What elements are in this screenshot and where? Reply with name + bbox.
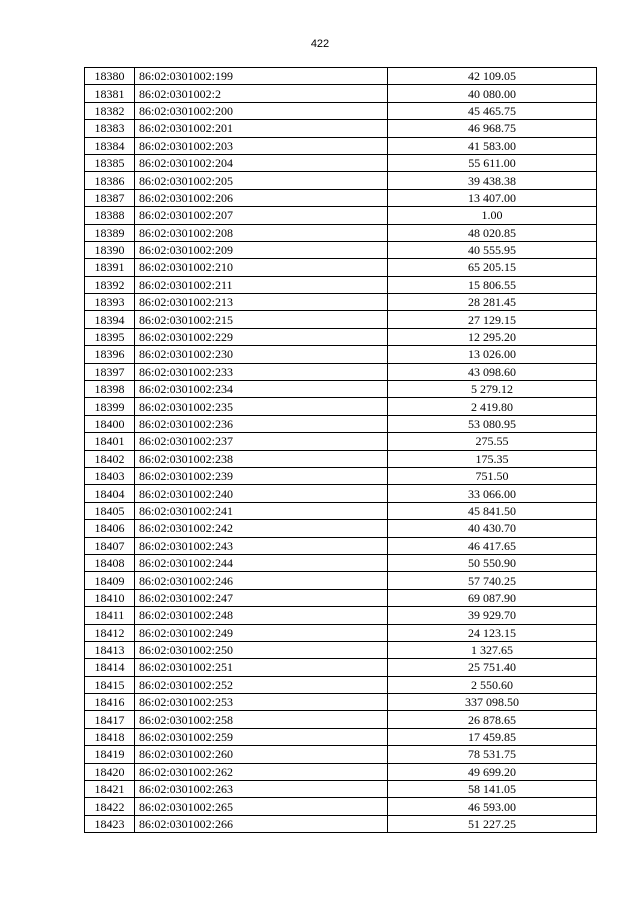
- area-cell: 1 327.65: [388, 641, 597, 658]
- cadastral-number-cell: 86:02:0301002:203: [135, 137, 388, 154]
- table-row: [85, 589, 597, 606]
- row-number-cell: 18412: [85, 624, 135, 641]
- table-row: [85, 676, 597, 693]
- area-cell: 2 550.60: [388, 676, 597, 693]
- area-cell: 50 550.90: [388, 554, 597, 571]
- area-cell: 25 751.40: [388, 659, 597, 676]
- cadastral-table: [84, 67, 597, 833]
- row-number-cell: 18387: [85, 189, 135, 206]
- row-number-cell: 18381: [85, 85, 135, 102]
- cadastral-number-cell: 86:02:0301002:262: [135, 763, 388, 780]
- table-row: [85, 659, 597, 676]
- table-row: [85, 207, 597, 224]
- row-number-cell: 18413: [85, 641, 135, 658]
- cadastral-number-cell: 86:02:0301002:251: [135, 659, 388, 676]
- table-row: [85, 294, 597, 311]
- cadastral-number-cell: 86:02:0301002:243: [135, 537, 388, 554]
- area-cell: 40 555.95: [388, 241, 597, 258]
- row-number-cell: 18392: [85, 276, 135, 293]
- cadastral-number-cell: 86:02:0301002:244: [135, 554, 388, 571]
- table-row: [85, 798, 597, 815]
- cadastral-number-cell: 86:02:0301002:230: [135, 346, 388, 363]
- row-number-cell: 18388: [85, 207, 135, 224]
- table-row: [85, 711, 597, 728]
- row-number-cell: 18411: [85, 607, 135, 624]
- row-number-cell: 18410: [85, 589, 135, 606]
- cadastral-number-cell: 86:02:0301002:235: [135, 398, 388, 415]
- cadastral-number-cell: 86:02:0301002:266: [135, 815, 388, 832]
- row-number-cell: 18408: [85, 554, 135, 571]
- area-cell: 57 740.25: [388, 572, 597, 589]
- row-number-cell: 18415: [85, 676, 135, 693]
- cadastral-number-cell: 86:02:0301002:234: [135, 381, 388, 398]
- area-cell: 13 026.00: [388, 346, 597, 363]
- area-cell: 45 841.50: [388, 502, 597, 519]
- table-row: [85, 328, 597, 345]
- page-number: 422: [310, 38, 330, 50]
- table-row: [85, 363, 597, 380]
- cadastral-number-cell: 86:02:0301002:209: [135, 241, 388, 258]
- area-cell: 39 929.70: [388, 607, 597, 624]
- area-cell: 24 123.15: [388, 624, 597, 641]
- table-row: [85, 85, 597, 102]
- table-row: [85, 467, 597, 484]
- table-row: [85, 68, 597, 85]
- cadastral-number-cell: 86:02:0301002:250: [135, 641, 388, 658]
- cadastral-number-cell: 86:02:0301002:206: [135, 189, 388, 206]
- table-row: [85, 381, 597, 398]
- row-number-cell: 18394: [85, 311, 135, 328]
- table-row: [85, 607, 597, 624]
- table-row: [85, 537, 597, 554]
- cadastral-number-cell: 86:02:0301002:252: [135, 676, 388, 693]
- cadastral-number-cell: 86:02:0301002:238: [135, 450, 388, 467]
- table-row: [85, 450, 597, 467]
- table-row: [85, 259, 597, 276]
- cadastral-number-cell: 86:02:0301002:207: [135, 207, 388, 224]
- table-row: [85, 502, 597, 519]
- cadastral-number-cell: 86:02:0301002:2: [135, 85, 388, 102]
- area-cell: 43 098.60: [388, 363, 597, 380]
- area-cell: 27 129.15: [388, 311, 597, 328]
- area-cell: 45 465.75: [388, 102, 597, 119]
- row-number-cell: 18390: [85, 241, 135, 258]
- table-row: [85, 241, 597, 258]
- row-number-cell: 18420: [85, 763, 135, 780]
- row-number-cell: 18403: [85, 467, 135, 484]
- table-row: [85, 172, 597, 189]
- row-number-cell: 18404: [85, 485, 135, 502]
- area-cell: 1.00: [388, 207, 597, 224]
- area-cell: 26 878.65: [388, 711, 597, 728]
- table-row: [85, 415, 597, 432]
- row-number-cell: 18400: [85, 415, 135, 432]
- table-row: [85, 520, 597, 537]
- row-number-cell: 18401: [85, 433, 135, 450]
- table-row: [85, 815, 597, 832]
- table-row: [85, 624, 597, 641]
- table-row: [85, 641, 597, 658]
- row-number-cell: 18393: [85, 294, 135, 311]
- table-row: [85, 137, 597, 154]
- row-number-cell: 18402: [85, 450, 135, 467]
- area-cell: 39 438.38: [388, 172, 597, 189]
- table-row: [85, 781, 597, 798]
- area-cell: 17 459.85: [388, 728, 597, 745]
- table-row: [85, 572, 597, 589]
- area-cell: 15 806.55: [388, 276, 597, 293]
- table-row: [85, 554, 597, 571]
- row-number-cell: 18399: [85, 398, 135, 415]
- row-number-cell: 18423: [85, 815, 135, 832]
- row-number-cell: 18382: [85, 102, 135, 119]
- row-number-cell: 18405: [85, 502, 135, 519]
- cadastral-number-cell: 86:02:0301002:259: [135, 728, 388, 745]
- cadastral-number-cell: 86:02:0301002:239: [135, 467, 388, 484]
- area-cell: 49 699.20: [388, 763, 597, 780]
- table-row: [85, 311, 597, 328]
- cadastral-number-cell: 86:02:0301002:263: [135, 781, 388, 798]
- cadastral-number-cell: 86:02:0301002:200: [135, 102, 388, 119]
- table-row: [85, 224, 597, 241]
- table-row: [85, 154, 597, 171]
- cadastral-number-cell: 86:02:0301002:205: [135, 172, 388, 189]
- table-row: [85, 728, 597, 745]
- row-number-cell: 18389: [85, 224, 135, 241]
- area-cell: 42 109.05: [388, 68, 597, 85]
- table-row: [85, 189, 597, 206]
- area-cell: 175.35: [388, 450, 597, 467]
- table-row: [85, 746, 597, 763]
- table-row: [85, 346, 597, 363]
- cadastral-number-cell: 86:02:0301002:253: [135, 694, 388, 711]
- area-cell: 53 080.95: [388, 415, 597, 432]
- area-cell: 2 419.80: [388, 398, 597, 415]
- cadastral-number-cell: 86:02:0301002:211: [135, 276, 388, 293]
- cadastral-number-cell: 86:02:0301002:265: [135, 798, 388, 815]
- area-cell: 48 020.85: [388, 224, 597, 241]
- area-cell: 33 066.00: [388, 485, 597, 502]
- row-number-cell: 18384: [85, 137, 135, 154]
- area-cell: 275.55: [388, 433, 597, 450]
- row-number-cell: 18419: [85, 746, 135, 763]
- cadastral-number-cell: 86:02:0301002:247: [135, 589, 388, 606]
- cadastral-number-cell: 86:02:0301002:240: [135, 485, 388, 502]
- row-number-cell: 18380: [85, 68, 135, 85]
- cadastral-number-cell: 86:02:0301002:249: [135, 624, 388, 641]
- row-number-cell: 18421: [85, 781, 135, 798]
- cadastral-number-cell: 86:02:0301002:242: [135, 520, 388, 537]
- area-cell: 40 430.70: [388, 520, 597, 537]
- cadastral-number-cell: 86:02:0301002:229: [135, 328, 388, 345]
- table-body: [85, 68, 597, 833]
- cadastral-number-cell: 86:02:0301002:210: [135, 259, 388, 276]
- area-cell: 46 593.00: [388, 798, 597, 815]
- row-number-cell: 18395: [85, 328, 135, 345]
- cadastral-number-cell: 86:02:0301002:208: [135, 224, 388, 241]
- cadastral-number-cell: 86:02:0301002:248: [135, 607, 388, 624]
- table-row: [85, 485, 597, 502]
- row-number-cell: 18407: [85, 537, 135, 554]
- cadastral-number-cell: 86:02:0301002:201: [135, 120, 388, 137]
- row-number-cell: 18396: [85, 346, 135, 363]
- cadastral-number-cell: 86:02:0301002:260: [135, 746, 388, 763]
- table-row: [85, 763, 597, 780]
- area-cell: 751.50: [388, 467, 597, 484]
- table-row: [85, 398, 597, 415]
- table-row: [85, 120, 597, 137]
- area-cell: 58 141.05: [388, 781, 597, 798]
- area-cell: 28 281.45: [388, 294, 597, 311]
- cadastral-number-cell: 86:02:0301002:237: [135, 433, 388, 450]
- cadastral-number-cell: 86:02:0301002:233: [135, 363, 388, 380]
- area-cell: 65 205.15: [388, 259, 597, 276]
- table-row: [85, 694, 597, 711]
- area-cell: 51 227.25: [388, 815, 597, 832]
- cadastral-number-cell: 86:02:0301002:199: [135, 68, 388, 85]
- row-number-cell: 18409: [85, 572, 135, 589]
- area-cell: 55 611.00: [388, 154, 597, 171]
- cadastral-number-cell: 86:02:0301002:246: [135, 572, 388, 589]
- cadastral-number-cell: 86:02:0301002:204: [135, 154, 388, 171]
- area-cell: 78 531.75: [388, 746, 597, 763]
- cadastral-number-cell: 86:02:0301002:258: [135, 711, 388, 728]
- area-cell: 40 080.00: [388, 85, 597, 102]
- area-cell: 337 098.50: [388, 694, 597, 711]
- row-number-cell: 18417: [85, 711, 135, 728]
- row-number-cell: 18406: [85, 520, 135, 537]
- cadastral-number-cell: 86:02:0301002:236: [135, 415, 388, 432]
- area-cell: 46 968.75: [388, 120, 597, 137]
- row-number-cell: 18418: [85, 728, 135, 745]
- row-number-cell: 18385: [85, 154, 135, 171]
- row-number-cell: 18416: [85, 694, 135, 711]
- row-number-cell: 18391: [85, 259, 135, 276]
- cadastral-number-cell: 86:02:0301002:215: [135, 311, 388, 328]
- table-row: [85, 433, 597, 450]
- cadastral-number-cell: 86:02:0301002:213: [135, 294, 388, 311]
- row-number-cell: 18398: [85, 381, 135, 398]
- table-row: [85, 276, 597, 293]
- area-cell: 41 583.00: [388, 137, 597, 154]
- row-number-cell: 18386: [85, 172, 135, 189]
- row-number-cell: 18422: [85, 798, 135, 815]
- area-cell: 69 087.90: [388, 589, 597, 606]
- cadastral-number-cell: 86:02:0301002:241: [135, 502, 388, 519]
- area-cell: 46 417.65: [388, 537, 597, 554]
- row-number-cell: 18383: [85, 120, 135, 137]
- area-cell: 13 407.00: [388, 189, 597, 206]
- area-cell: 12 295.20: [388, 328, 597, 345]
- area-cell: 5 279.12: [388, 381, 597, 398]
- table-row: [85, 102, 597, 119]
- row-number-cell: 18397: [85, 363, 135, 380]
- row-number-cell: 18414: [85, 659, 135, 676]
